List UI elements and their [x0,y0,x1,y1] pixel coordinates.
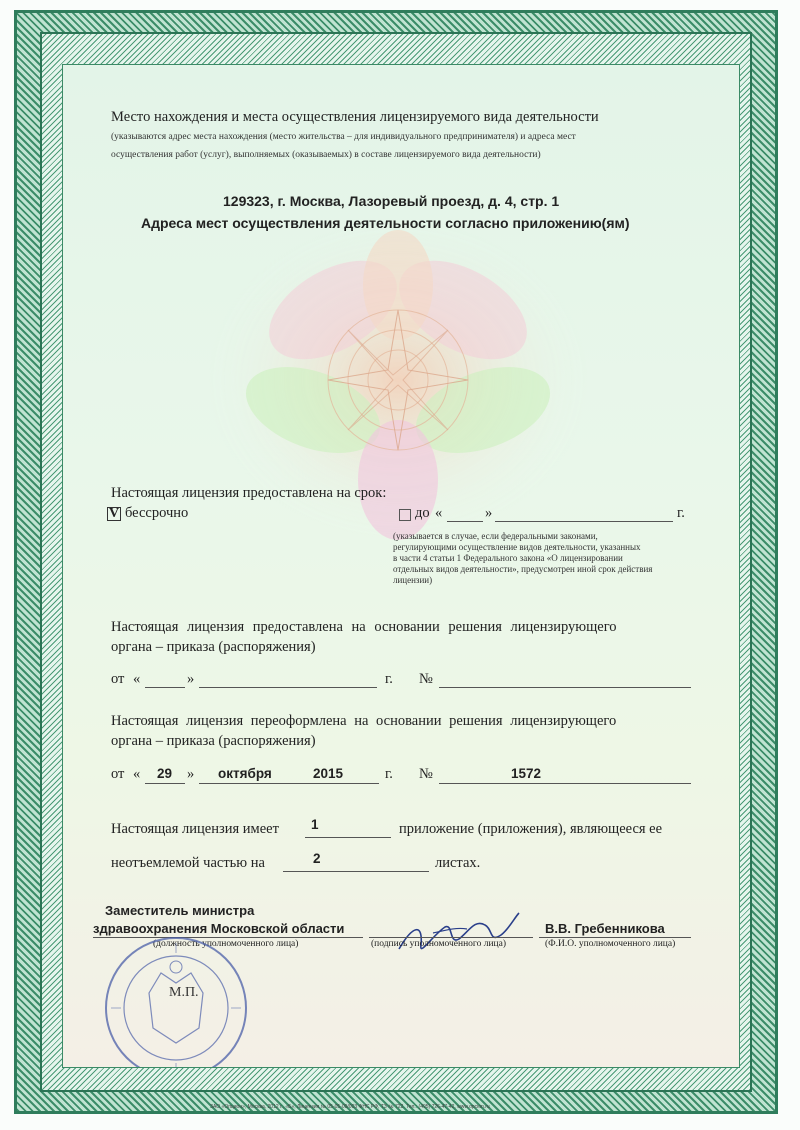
basis-line1: Настоящая лицензия предоставлена на основании решения лицензирующего [111,619,617,635]
until-checkbox[interactable] [399,509,411,521]
basis-day-field[interactable] [145,687,185,688]
location-note-line2: осуществления работ (услуг), выполняемых (оказываемых) в составе лицензируемого вида деятельности) [111,150,541,160]
basis-close-quote: » [187,671,195,687]
basis-open-quote: « [133,671,141,687]
term-note-line5: лицензии) [393,575,433,585]
appendix-line2-end: листах. [435,855,481,871]
basis-line2: органа – приказа (распоряжения) [111,639,316,655]
stamp-label: М.П. [169,985,199,1000]
signature-scribble-icon [393,905,523,965]
term-note-line3: в части 4 статьи 1 Федерального закона «О лицензировании [393,553,623,563]
address-text: 129323, г. Москва, Лазоревый проезд, д. 4, стр. 1 [223,193,560,209]
basis-year-suffix: г. [385,671,393,687]
appendix-sheets: 2 [313,851,321,866]
reissue-line1: Настоящая лицензия переоформлена на основании решения лицензирующего [111,713,617,729]
reissue-number: 1572 [511,766,542,781]
signer-position-line1: Заместитель министра [105,903,255,918]
until-label: до [415,505,430,521]
until-open-quote: « [435,505,443,521]
reissue-month: октября [218,766,272,781]
term-note-line2: регулирующими осуществление видов деятельности, указанных [393,542,641,552]
basis-month-year-field[interactable] [199,687,377,688]
location-note-line1: (указываются адрес места нахождения (место жительства – для индивидуального предпринимателя) и адреса мест [111,132,576,142]
unlimited-label: бессрочно [125,505,189,521]
reissue-day-line [145,783,185,784]
term-note-line4: отдельных видов деятельности», предусмотрен иной срок действия [393,564,653,574]
appendix-count: 1 [311,817,319,832]
appendix-line1-end: приложение (приложения), являющееся ее [399,821,663,837]
signature-caption: (подпись уполномоченного лица) [371,939,507,949]
position-caption: (должность уполномоченного лица) [153,939,299,949]
reissue-number-label: № [419,766,433,782]
name-line [539,937,691,938]
name-caption: (Ф.И.О. уполномоченного лица) [545,939,676,949]
unlimited-checkbox[interactable]: V [108,506,120,521]
signer-position-line2: здравоохранения Московской области [93,921,345,936]
until-year-suffix: г. [677,505,685,521]
printer-footer: ЗАО «Опцион», Москва, 2012 г., «Б», Лицензия № 05-05-09/003 ФНС РФ, ТЗ № 722. Тел.: (495) 726-47-42, www.opcion.ru [210,1104,490,1110]
location-heading: Место нахождения и места осуществления лицензируемого вида деятельности [111,109,599,125]
reissue-from-label: от [111,766,125,782]
basis-from-label: от [111,671,125,687]
until-day-field[interactable] [447,521,483,522]
appendix-line2-start: неотъемлемой частью на [111,855,265,871]
reissue-year-suffix: г. [385,766,393,782]
basis-number-field[interactable] [439,687,691,688]
basis-number-label: № [419,671,433,687]
signature-line [369,937,533,938]
appendix-sheets-line [283,871,429,872]
places-text: Адреса мест осуществления деятельности согласно приложению(ям) [141,215,630,231]
reissue-line2: органа – приказа (распоряжения) [111,733,316,749]
reissue-day: 29 [157,766,173,781]
document-body [62,64,740,1068]
until-close-quote: » [485,505,493,521]
signer-name: В.В. Гребенникова [545,921,665,936]
term-note-line1: (указывается в случае, если федеральными законами, [393,531,598,541]
until-month-year-field[interactable] [495,521,673,522]
term-heading: Настоящая лицензия предоставлена на срок: [111,485,387,501]
appendix-line1-start: Настоящая лицензия имеет [111,821,279,837]
appendix-count-line [305,837,391,838]
reissue-number-line [439,783,691,784]
reissue-month-year-line [199,783,379,784]
reissue-year: 2015 [313,766,344,781]
reissue-open-quote: « [133,766,141,782]
reissue-close-quote: » [187,766,195,782]
